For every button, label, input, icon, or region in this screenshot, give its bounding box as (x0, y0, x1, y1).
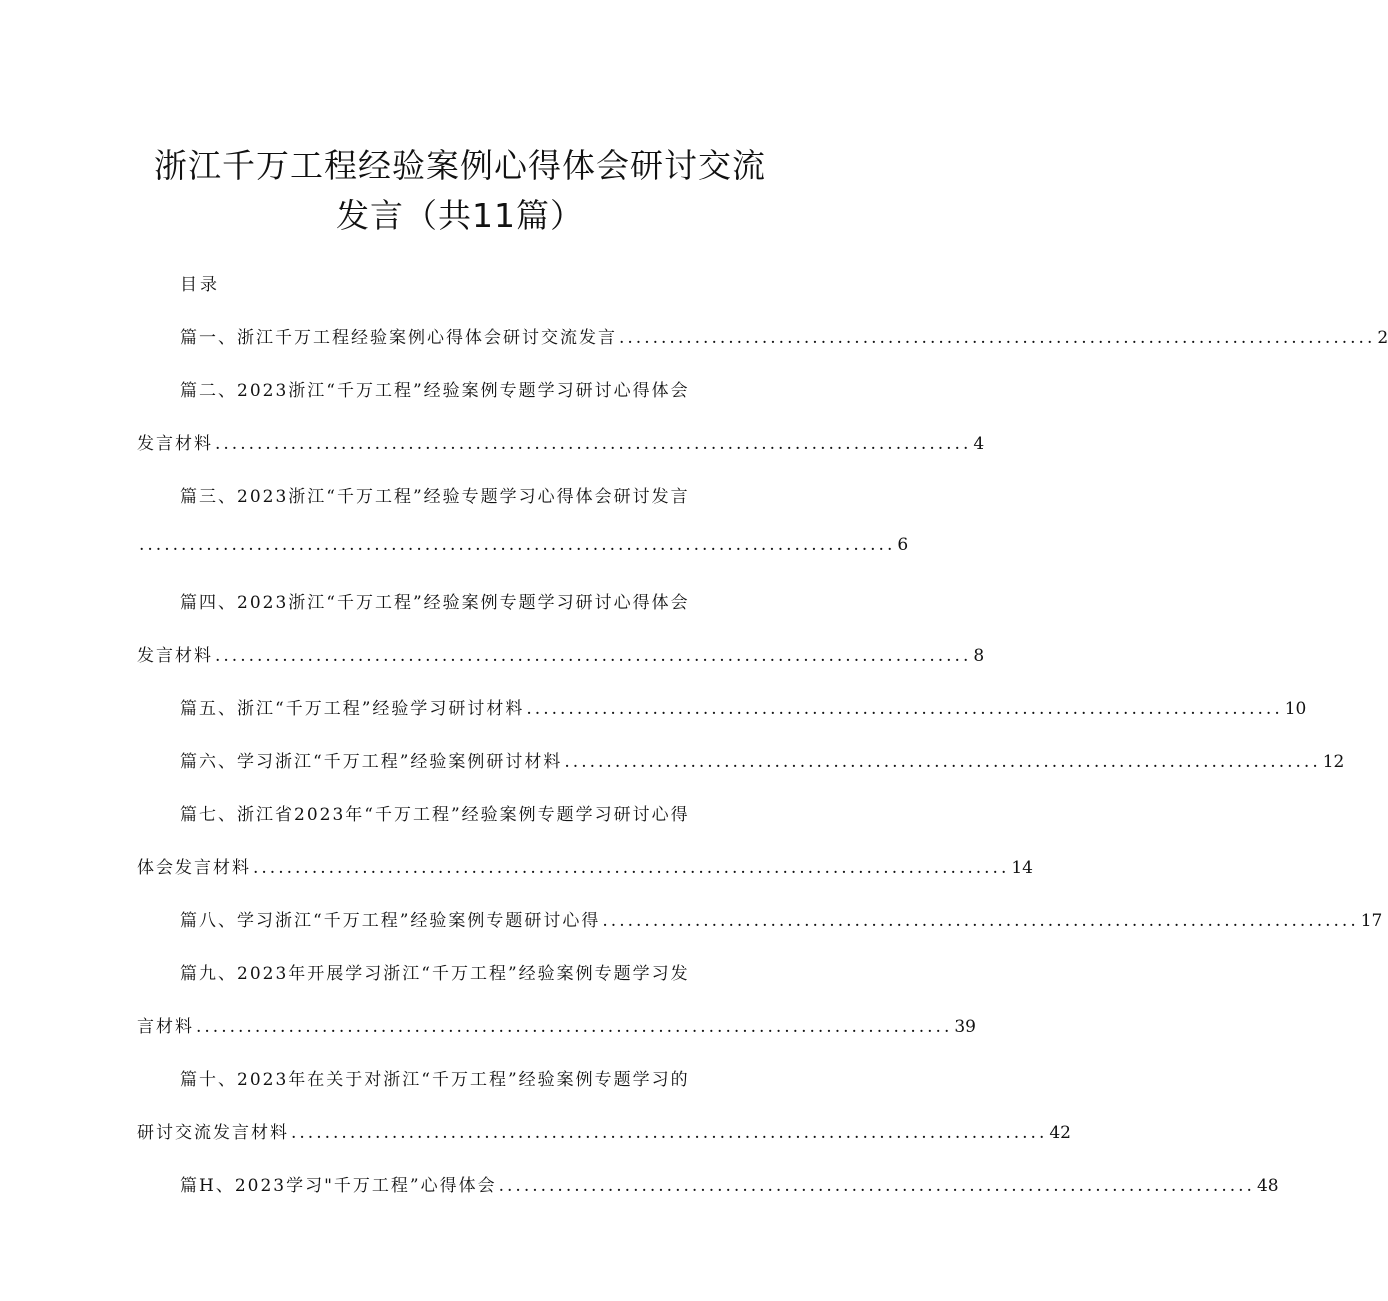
toc-leader: .......................................................................................... (602, 911, 1359, 931)
toc-entry-page: 10 (1284, 699, 1307, 719)
toc-entry-page: 48 (1256, 1176, 1279, 1196)
toc-entry-4-title[interactable]: 篇四、2023浙江“千万工程”经验案例专题学习研讨心得体会 (180, 593, 690, 613)
toc-entry-page: 4 (973, 434, 985, 454)
toc-entry-10[interactable] (137, 1118, 1071, 1143)
toc-entry-title-cont: 研讨交流发言材料 (137, 1123, 289, 1143)
toc-entry-page: 12 (1322, 752, 1345, 772)
toc-heading: 目录 (180, 275, 220, 295)
toc-entry-9-title[interactable]: 篇九、2023年开展学习浙江“千万工程”经验案例专题学习发 (180, 964, 690, 984)
toc-entry-8[interactable] (180, 906, 1383, 931)
toc-leader: .......................................................................................... (619, 328, 1376, 348)
toc-leader: .......................................................................................... (215, 646, 972, 666)
toc-entry-2-title[interactable]: 篇二、2023浙江“千万工程”经验案例专题学习研讨心得体会 (180, 381, 690, 401)
toc-entry-4[interactable] (137, 641, 985, 666)
toc-entry-1[interactable] (180, 323, 1388, 348)
document-title-line-2: 发言（共11篇） (336, 196, 584, 235)
toc-leader: .......................................................................................... (253, 858, 1010, 878)
toc-leader: .......................................................................................... (564, 752, 1321, 772)
toc-entry-page: 42 (1049, 1123, 1071, 1143)
toc-entry-title: 篇八、学习浙江“千万工程”经验案例专题研讨心得 (180, 911, 601, 931)
toc-entry-title: 篇H、2023学习"千万工程”心得体会 (180, 1176, 497, 1196)
toc-entry-title: 篇五、浙江“千万工程”经验学习研讨材料 (180, 699, 525, 719)
toc-entry-title-cont: 发言材料 (137, 646, 213, 666)
toc-entry-3-title[interactable]: 篇三、2023浙江“千万工程”经验专题学习心得体会研讨发言 (180, 487, 690, 507)
document-title-line-1: 浙江千万工程经验案例心得体会研讨交流 (154, 146, 766, 185)
toc-leader: .......................................................................................... (196, 1017, 953, 1037)
toc-entry-2[interactable] (137, 429, 985, 454)
toc-entry-5[interactable] (180, 694, 1307, 719)
toc-entry-page: 17 (1360, 911, 1383, 931)
toc-entry-title-cont: 言材料 (137, 1017, 194, 1037)
toc-entry-title-cont: 体会发言材料 (137, 858, 251, 878)
toc-leader: .......................................................................................... (526, 699, 1283, 719)
toc-leader: .......................................................................................... (139, 535, 896, 555)
toc-entry-page: 39 (954, 1017, 976, 1037)
toc-entry-3[interactable] (137, 535, 909, 555)
toc-leader: .......................................................................................... (291, 1123, 1048, 1143)
toc-entry-11[interactable] (180, 1171, 1279, 1196)
toc-leader: .......................................................................................... (498, 1176, 1255, 1196)
toc-entry-title: 篇六、学习浙江“千万工程”经验案例研讨材料 (180, 752, 563, 772)
toc-entry-6[interactable] (180, 747, 1345, 772)
toc-entry-7[interactable] (137, 853, 1033, 878)
toc-entry-page: 14 (1011, 858, 1033, 878)
toc-entry-title-cont: 发言材料 (137, 434, 213, 454)
toc-entry-page: 2 (1377, 328, 1388, 348)
toc-entry-page: 8 (973, 646, 985, 666)
toc-entry-page: 6 (897, 535, 909, 555)
toc-entry-title: 篇一、浙江千万工程经验案例心得体会研讨交流发言 (180, 328, 617, 348)
toc-entry-9[interactable] (137, 1012, 976, 1037)
toc-entry-7-title[interactable]: 篇七、浙江省2023年“千万工程”经验案例专题学习研讨心得 (180, 805, 690, 825)
toc-entry-10-title[interactable]: 篇十、2023年在关于对浙江“千万工程”经验案例专题学习的 (180, 1070, 690, 1090)
toc-leader: .......................................................................................... (215, 434, 972, 454)
